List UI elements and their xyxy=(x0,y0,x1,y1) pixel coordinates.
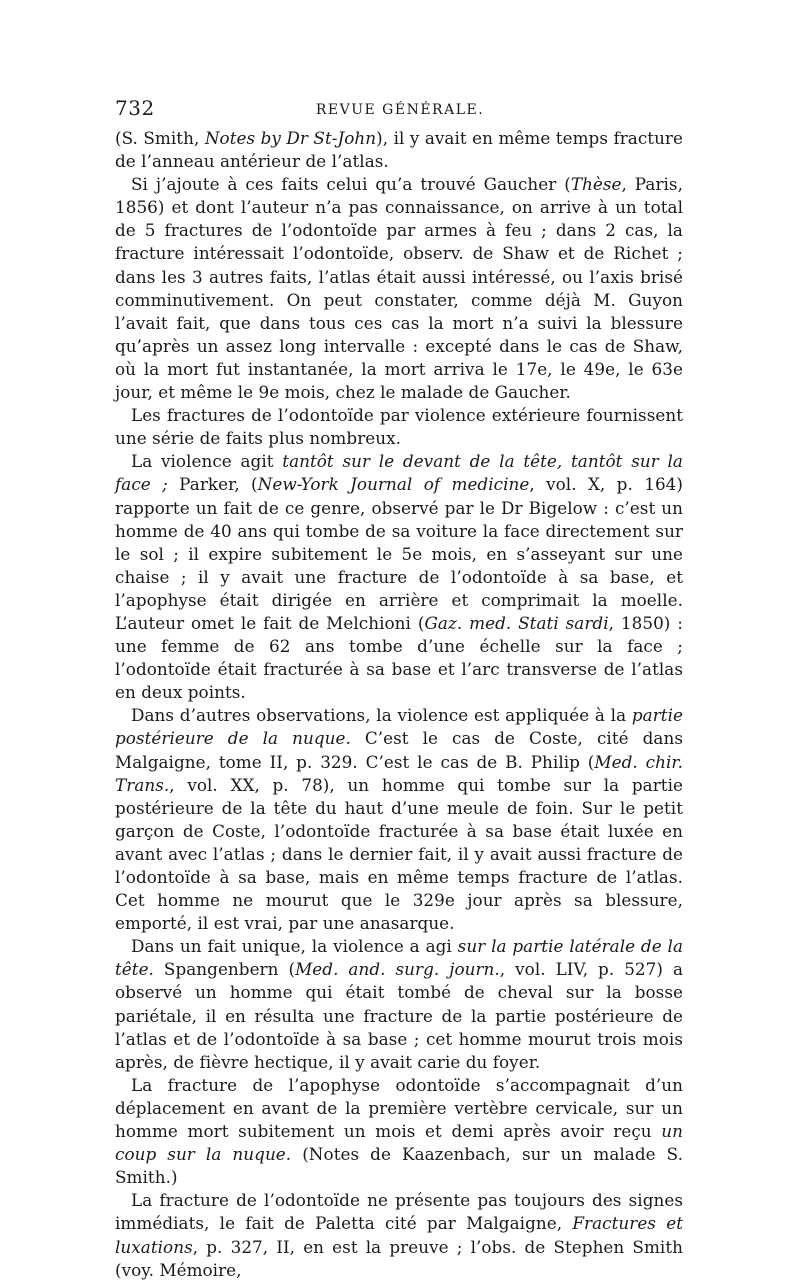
text-run: La fracture de l’apophyse odontoïde s’accompagnait d’un déplacement en avant de la première vertèbre cervicale, sur un homme mort subitement un mois et demi après avoir reçu xyxy=(115,1074,683,1142)
italic-text-run: Med. chir. Trans. xyxy=(115,751,683,795)
text-run: Dans un fait unique, la violence a agi xyxy=(131,936,458,957)
text-run: Dans d’autres observations, la violence est appliquée à la xyxy=(131,705,632,726)
paragraph xyxy=(115,1074,683,1189)
page-number: 732 xyxy=(115,96,155,120)
text-run: , p. 327, II, en est la preuve ; l’obs. de Stephen Smith (voy. Mémoire, xyxy=(115,1236,683,1280)
text-run: , Paris, 1856) et dont l’auteur n’a pas connaissance, on arrive à un total de 5 fractures de l’odontoïde par armes à feu ; dans 2 cas, la fracture intéressait l’odontoïde, observ. de Shaw et de Richet ; dans les 3 autres faits, l’atlas était aussi intéressé, ou l’axis brisé comminutivement. On peut constater, comme déjà M. Guyon l’avait fait, que dans tous ces cas la mort n’a suivi la blessure qu’après un assez long intervalle : excepté dans le cas de Shaw, où la mort fut instantanée, la mort arriva le 17e, le 49e, le 63e jour, et même le 9e mois, chez le malade de Gaucher. xyxy=(115,174,683,403)
paragraph xyxy=(115,173,683,404)
paragraph xyxy=(115,704,683,935)
body-text xyxy=(115,127,683,1282)
paragraph xyxy=(115,935,683,1074)
text-run: , vol. LIV, p. 527) a observé un homme qui était tombé de cheval sur la bosse pariétale, il en résulta une fracture de la partie postérieure de l’atlas et de l’odontoïde à sa base ; cet homme mourut trois mois après, de fièvre hectique, il y avait carie du foyer. xyxy=(115,959,684,1072)
running-title: REVUE GÉNÉRALE. xyxy=(315,102,485,118)
text-run: La fracture de l’odontoïde ne présente pas toujours des signes immédiats, le fait de Paletta cité par Malgaigne, xyxy=(115,1190,683,1234)
text-run: , 1850) : une femme de 62 ans tombe d’une échelle sur la face ; l’odontoïde était fracturée à sa base et l’arc transverse de l’atlas en deux points. xyxy=(115,612,683,703)
text-run: C’est le cas de Coste, cité dans Malgaigne, tome II, p. 329. C’est le cas de B. Philip ( xyxy=(115,728,683,772)
text-run: La violence agit xyxy=(131,451,283,472)
italic-text-run: tantôt sur le devant de la tête, tantôt sur la face ; xyxy=(115,451,683,495)
text-run: Si j’ajoute à ces faits celui qu’a trouvé Gaucher ( xyxy=(131,174,571,195)
paragraph xyxy=(115,450,683,704)
text-run: Les fractures de l’odontoïde par violence extérieure fournissent une série de faits plus nombreux. xyxy=(115,405,683,449)
italic-text-run: un coup sur la nuque. xyxy=(115,1121,683,1165)
text-run: Parker, ( xyxy=(167,474,258,495)
text-run: Spangenbern ( xyxy=(153,959,296,980)
text-run: (S. Smith, xyxy=(115,128,205,148)
text-run: , vol. X, p. 164) rapporte un fait de ce genre, observé par le Dr Bigelow : c’est un homme de 40 ans qui tombe de sa voiture la face directement sur le sol ; il expire subitement le 5e mois, en s’asseyant sur une chaise ; il y avait une fracture de l’odontoïde à sa base, et l’apophyse était dirigée en arrière et comprimait la moelle. L’auteur omet le fait de Melchioni ( xyxy=(115,474,683,633)
text-run: (Notes de Kaazenbach, sur un malade S. Smith.) xyxy=(115,1144,684,1188)
italic-text-run: sur la partie latérale de la tête. xyxy=(115,936,683,980)
paragraph xyxy=(115,404,683,450)
text-run: , vol. XX, p. 78), un homme qui tombe sur la partie postérieure de la tête du haut d’une meule de foin. Sur le petit garçon de Coste, l’odontoïde fracturée à sa base était luxée en avant avec l’atlas ; dans le dernier fait, il y avait aussi fracture de l’odontoïde à sa base, mais en même temps fracture de l’atlas. Cet homme ne mourut que le 329e jour après sa blessure, emporté, il est vrai, par une anasarque. xyxy=(115,774,683,934)
italic-text-run: Notes by Dr St-John xyxy=(204,128,377,148)
italic-text-run: Med. and. surg. journ. xyxy=(295,959,500,980)
paragraph xyxy=(115,127,683,173)
paragraph xyxy=(115,1189,683,1281)
page-header xyxy=(115,96,685,126)
italic-text-run: partie postérieure de la nuque. xyxy=(115,705,683,749)
italic-text-run: Fractures et luxations xyxy=(115,1213,683,1257)
italic-text-run: Thèse xyxy=(570,174,622,195)
italic-text-run: New-York Journal of medicine xyxy=(257,474,530,495)
italic-text-run: Gaz. med. Stati sardi xyxy=(424,612,609,633)
text-run: ), il y avait en même temps fracture de l’anneau antérieur de l’atlas. xyxy=(115,128,683,172)
